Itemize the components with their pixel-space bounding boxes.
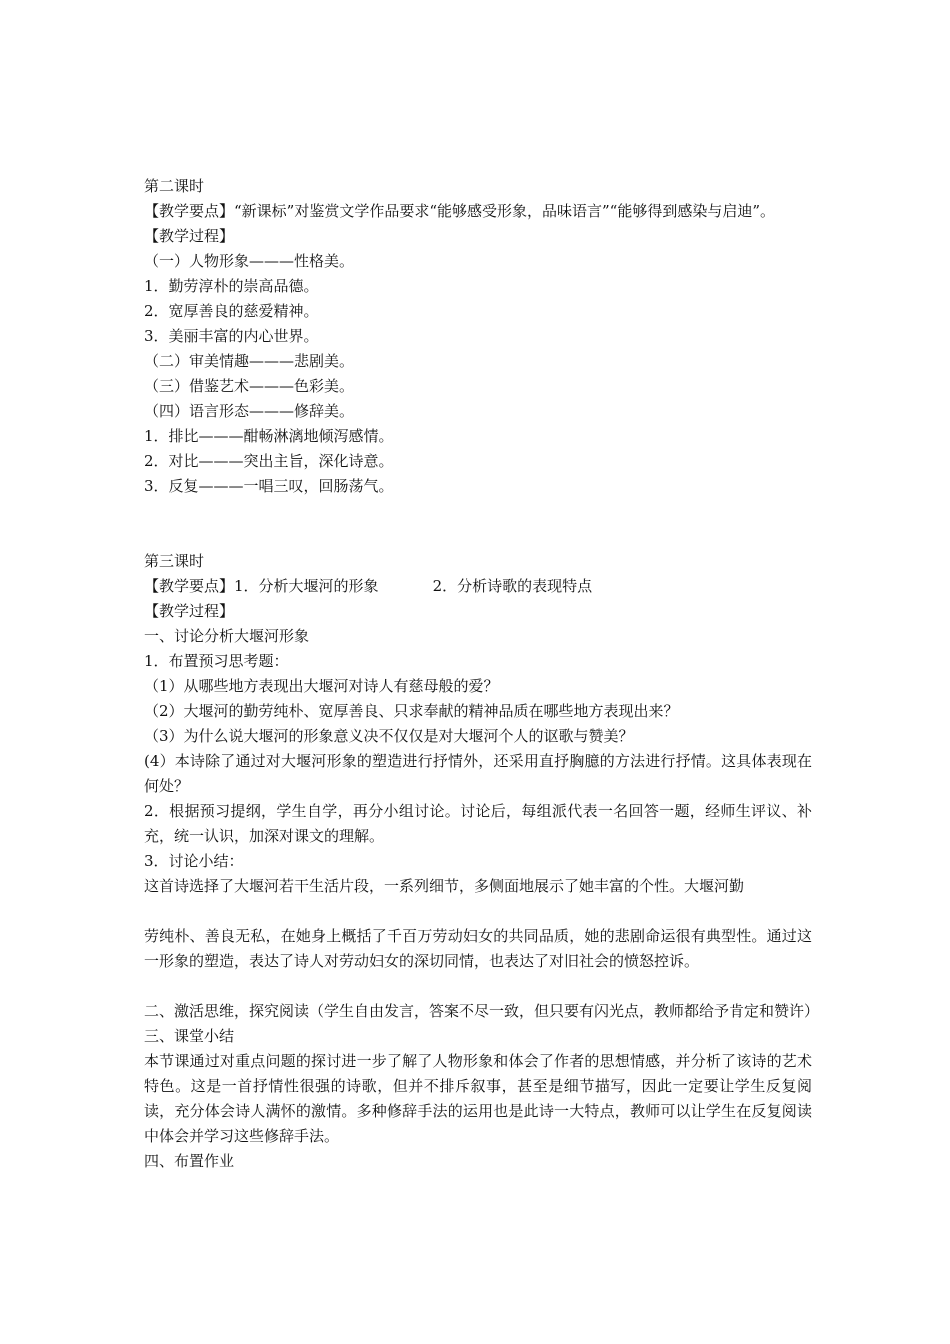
lesson2-item: （一）人物形象———性格美。 — [144, 252, 355, 270]
lesson2-key-points: 【教学要点】“新课标”对鉴赏文学作品要求“能够感受形象，品味语言”“能够得到感染与启迪”。 — [144, 202, 776, 220]
lesson3-section-heading: 三、课堂小结 — [144, 1027, 235, 1045]
lesson3-step: 2．根据预习提纲，学生自学，再分小组讨论。讨论后，每组派代表一名回答一题，经师生评议、补充，统一认识，加深对课文的理解。 — [144, 802, 812, 845]
lesson3-question: (4）本诗除了通过对大堰河形象的塑造进行抒情外，还采用直抒胸臆的方法进行抒情。这具体表现在何处？ — [144, 752, 812, 795]
lesson2-item: （三）借鉴艺术———色彩美。 — [144, 377, 355, 395]
lesson3-key-point-2: 2．分析诗歌的表现特点 — [432, 577, 593, 595]
lesson3-summary-paragraph: 这首诗选择了大堰河若干生活片段，一系列细节，多侧面地展示了她丰富的个性。大堰河勤 — [144, 877, 745, 895]
lesson2-item: 2．对比———突出主旨，深化诗意。 — [144, 452, 394, 470]
lesson3-question: （1）从哪些地方表现出大堰河对诗人有慈母般的爱？ — [144, 677, 499, 695]
lesson3-key-points-label: 【教学要点】 — [144, 577, 235, 595]
lesson2-item: 3．反复———一唱三叹，回肠荡气。 — [144, 477, 394, 495]
lesson3-step: 1．布置预习思考题： — [144, 652, 289, 670]
paragraph-gap — [144, 899, 812, 924]
lesson2-item: 3．美丽丰富的内心世界。 — [144, 327, 319, 345]
lesson3-question: （3）为什么说大堰河的形象意义决不仅仅是对大堰河个人的讴歌与赞美？ — [144, 727, 634, 745]
lesson3-summary-paragraph: 劳纯朴、善良无私，在她身上概括了千百万劳动妇女的共同品质，她的悲剧命运很有典型性。通过这一形象的塑造，表达了诗人对劳动妇女的深切同情，也表达了对旧社会的愤怒控诉。 — [144, 927, 812, 970]
lesson2-item: （二）审美情趣———悲剧美。 — [144, 352, 355, 370]
lesson2-item: 2．宽厚善良的慈爱精神。 — [144, 302, 319, 320]
lesson2-item: 1．勤劳淳朴的崇高品德。 — [144, 277, 319, 295]
lesson3-key-points — [144, 574, 812, 599]
lesson2-process-label: 【教学过程】 — [144, 227, 235, 245]
lesson2-title: 第二课时 — [144, 177, 205, 195]
lesson3-question: （2）大堰河的勤劳纯朴、宽厚善良、只求奉献的精神品质在哪些地方表现出来？ — [144, 702, 679, 720]
lesson3-section-heading: 二、激活思维，探究阅读（学生自由发言，答案不尽一致，但只要有闪光点，教师都给予肯定和赞许） — [144, 1002, 820, 1020]
lesson3-title: 第三课时 — [144, 552, 205, 570]
lesson3-section-heading: 四、布置作业 — [144, 1152, 235, 1170]
paragraph-gap — [144, 974, 812, 999]
document-body — [144, 174, 820, 1174]
section-gap — [144, 499, 812, 549]
lesson3-process-label: 【教学过程】 — [144, 602, 235, 620]
lesson3-step: 3．讨论小结： — [144, 852, 244, 870]
lesson3-section-heading: 一、讨论分析大堰河形象 — [144, 627, 310, 645]
lesson3-key-point-1: 1．分析大堰河的形象 — [234, 577, 379, 595]
lesson2-item: 1．排比———酣畅淋漓地倾泻感情。 — [144, 427, 394, 445]
lesson2-item: （四）语言形态———修辞美。 — [144, 402, 355, 420]
lesson3-conclusion-paragraph: 本节课通过对重点问题的探讨进一步了解了人物形象和体会了作者的思想情感，并分析了该诗的艺术特色。这是一首抒情性很强的诗歌，但并不排斥叙事，甚至是细节描写，因此一定要让学生反复阅读，充分体会诗人满怀的激情。多种修辞手法的运用也是此诗一大特点，教师可以让学生在反复阅读中体会并学习这些修辞手法。 — [144, 1052, 812, 1145]
